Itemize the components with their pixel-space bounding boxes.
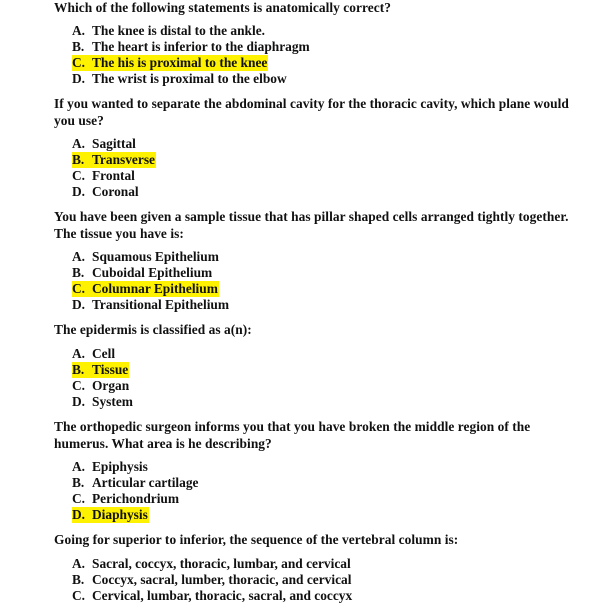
question-6: Going for superior to inferior, the sequence of the vertebral column is: — [54, 532, 459, 547]
q3-option-d — [72, 297, 229, 313]
q3-option-a — [72, 249, 219, 265]
option-letter: A. — [72, 459, 86, 474]
option-letter: C. — [72, 55, 86, 70]
option-letter: C. — [72, 378, 86, 393]
q5-option-d-highlighted — [72, 507, 149, 523]
q1-option-c-highlighted — [72, 55, 268, 71]
q1-option-d — [72, 71, 287, 87]
option-text: The his is proximal to the knee — [92, 55, 268, 70]
option-text: Coccyx, sacral, lumber, thoracic, and cervical — [92, 572, 352, 587]
option-letter: D. — [72, 507, 86, 522]
question-3: You have been given a sample tissue that has pillar shaped cells arranged tightly together. The tissue you have is: — [54, 209, 569, 241]
option-letter: A. — [72, 249, 86, 264]
option-text: Sacral, coccyx, thoracic, lumbar, and cervical — [92, 556, 351, 571]
option-text: The heart is inferior to the diaphragm — [92, 39, 310, 54]
option-text: Frontal — [92, 168, 135, 183]
option-text: Cervical, lumbar, thoracic, sacral, and coccyx — [92, 588, 353, 603]
q3-option-c-highlighted — [72, 281, 219, 297]
option-letter: A. — [72, 136, 86, 151]
q4-option-c — [72, 378, 129, 394]
q5-option-a — [72, 459, 148, 475]
option-letter: B. — [72, 572, 85, 587]
q6-option-b — [72, 572, 351, 588]
option-letter: B. — [72, 362, 85, 377]
option-letter: D. — [72, 297, 86, 312]
question-4: The epidermis is classified as a(n): — [54, 322, 252, 337]
option-letter: D. — [72, 184, 86, 199]
option-text: Sagittal — [92, 136, 136, 151]
q5-option-b — [72, 475, 198, 491]
q1-option-b — [72, 39, 310, 55]
q3-option-b — [72, 265, 212, 281]
option-letter: D. — [72, 394, 86, 409]
option-text: The knee is distal to the ankle. — [92, 23, 265, 38]
question-1: Which of the following statements is anatomically correct? — [54, 0, 391, 15]
option-letter: C. — [72, 491, 86, 506]
option-text: System — [92, 394, 133, 409]
option-text: Transitional Epithelium — [92, 297, 230, 312]
option-text: Diaphysis — [92, 507, 148, 522]
option-text: Squamous Epithelium — [92, 249, 219, 264]
option-letter: B. — [72, 39, 85, 54]
option-text: Columnar Epithelium — [92, 281, 218, 296]
option-text: Cell — [92, 346, 116, 361]
q6-option-a — [72, 556, 351, 572]
option-letter: C. — [72, 588, 86, 603]
option-text: Cuboidal Epithelium — [92, 265, 213, 280]
option-text: Tissue — [92, 362, 129, 377]
q2-option-c — [72, 168, 135, 184]
option-letter: D. — [72, 71, 86, 86]
q5-option-c — [72, 491, 179, 507]
q2-option-a — [72, 136, 136, 152]
q2-option-d — [72, 184, 139, 200]
question-2: If you wanted to separate the abdominal cavity for the thoracic cavity, which plane would you use? — [54, 96, 569, 128]
option-letter: B. — [72, 152, 85, 167]
option-text: Coronal — [92, 184, 139, 199]
q4-option-d — [72, 394, 133, 410]
option-text: Perichondrium — [92, 491, 180, 506]
option-letter: C. — [72, 281, 86, 296]
question-5: The orthopedic surgeon informs you that you have broken the middle region of the humerus. What area is he describing? — [54, 419, 531, 451]
option-letter: A. — [72, 23, 86, 38]
q2-option-b-highlighted — [72, 152, 156, 168]
option-text: Epiphysis — [92, 459, 148, 474]
q1-option-a — [72, 23, 265, 39]
option-text: Organ — [92, 378, 130, 393]
option-letter: A. — [72, 346, 86, 361]
q6-option-c — [72, 588, 352, 604]
option-text: Articular cartilage — [92, 475, 199, 490]
option-text: The wrist is proximal to the elbow — [92, 71, 287, 86]
q4-option-b-highlighted — [72, 362, 129, 378]
option-letter: C. — [72, 168, 86, 183]
option-letter: B. — [72, 475, 85, 490]
option-letter: A. — [72, 556, 86, 571]
option-letter: B. — [72, 265, 85, 280]
q4-option-a — [72, 346, 115, 362]
option-text: Transverse — [92, 152, 155, 167]
